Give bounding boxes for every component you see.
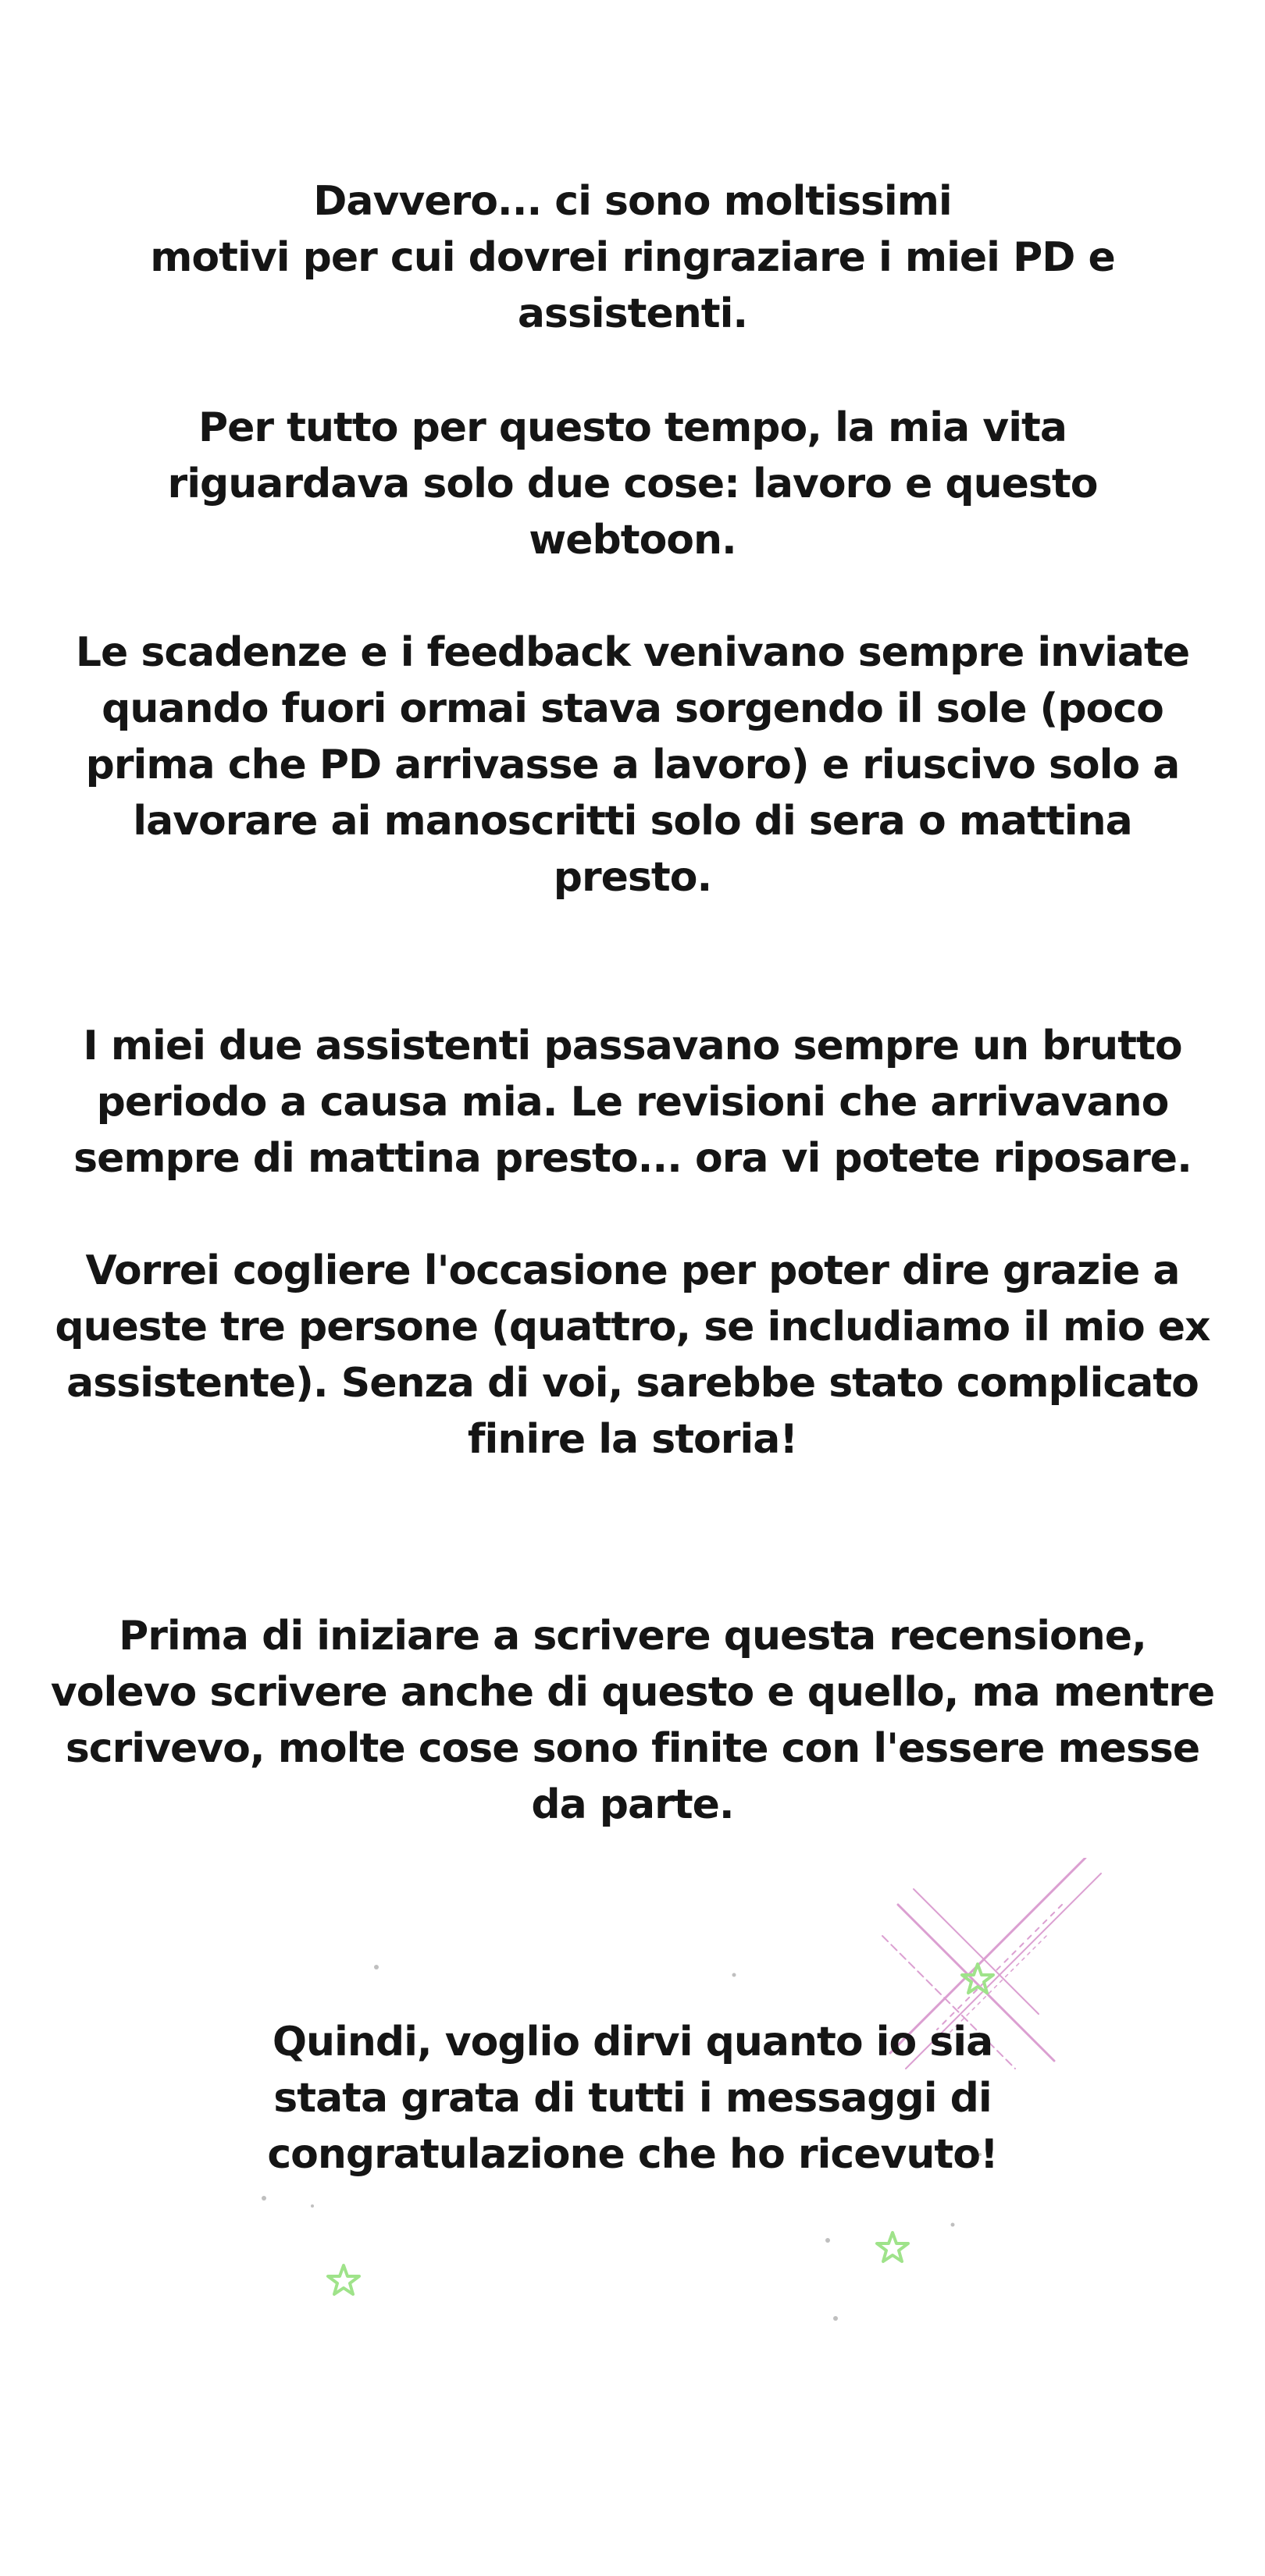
paragraph-5 xyxy=(0,1243,1265,1468)
text-line: volevo scrivere anche di questo e quello, ma mentre xyxy=(50,1669,1215,1716)
text-line: assistenti. xyxy=(517,290,748,337)
text-line: Prima di iniziare a scrivere questa recensione, xyxy=(119,1613,1146,1660)
text-line: queste tre persone (quattro, se includiamo il mio ex xyxy=(55,1304,1210,1350)
paragraph-2 xyxy=(0,400,1265,568)
paragraph-7 xyxy=(0,2014,1265,2183)
text-line: Davvero... ci sono moltissimi xyxy=(313,178,952,225)
text-line: webtoon. xyxy=(529,517,736,564)
text-line: Quindi, voglio dirvi quanto io sia xyxy=(272,2019,993,2065)
text-line: assistente). Senza di voi, sarebbe stato complicato xyxy=(66,1360,1199,1407)
text-line: finire la storia! xyxy=(467,1416,798,1463)
text-line: presto. xyxy=(553,854,712,901)
text-line: da parte. xyxy=(531,1781,734,1828)
text-line: Vorrei cogliere l'occasione per poter dire grazie a xyxy=(85,1247,1180,1294)
text-line: sempre di mattina presto... ora vi potete riposare. xyxy=(73,1135,1192,1182)
text-line: quando fuori ormai stava sorgendo il sole (poco xyxy=(102,685,1163,732)
text-line: scrivevo, molte cose sono finite con l'essere messe xyxy=(65,1725,1200,1772)
paragraph-1 xyxy=(0,173,1265,342)
text-line: riguardava solo due cose: lavoro e questo xyxy=(167,461,1098,507)
text-line: I miei due assistenti passavano sempre un brutto xyxy=(83,1023,1182,1069)
text-line: stata grata di tutti i messaggi di xyxy=(273,2075,992,2122)
text-line: congratulazione che ho ricevuto! xyxy=(267,2131,998,2178)
text-line: prima che PD arrivasse a lavoro) e riuscivo solo a xyxy=(85,742,1180,788)
text-line: lavorare ai manoscritti solo di sera o mattina xyxy=(133,798,1132,845)
text-line: periodo a causa mia. Le revisioni che arrivavano xyxy=(96,1079,1169,1126)
paragraph-6 xyxy=(0,1608,1265,1833)
text-line: Per tutto per questo tempo, la mia vita xyxy=(198,404,1067,451)
paragraph-4 xyxy=(0,1018,1265,1187)
text-line: Le scadenze e i feedback venivano sempre inviate xyxy=(75,629,1190,676)
paragraph-3 xyxy=(0,624,1265,906)
text-line: motivi per cui dovrei ringraziare i miei PD e xyxy=(150,234,1115,281)
